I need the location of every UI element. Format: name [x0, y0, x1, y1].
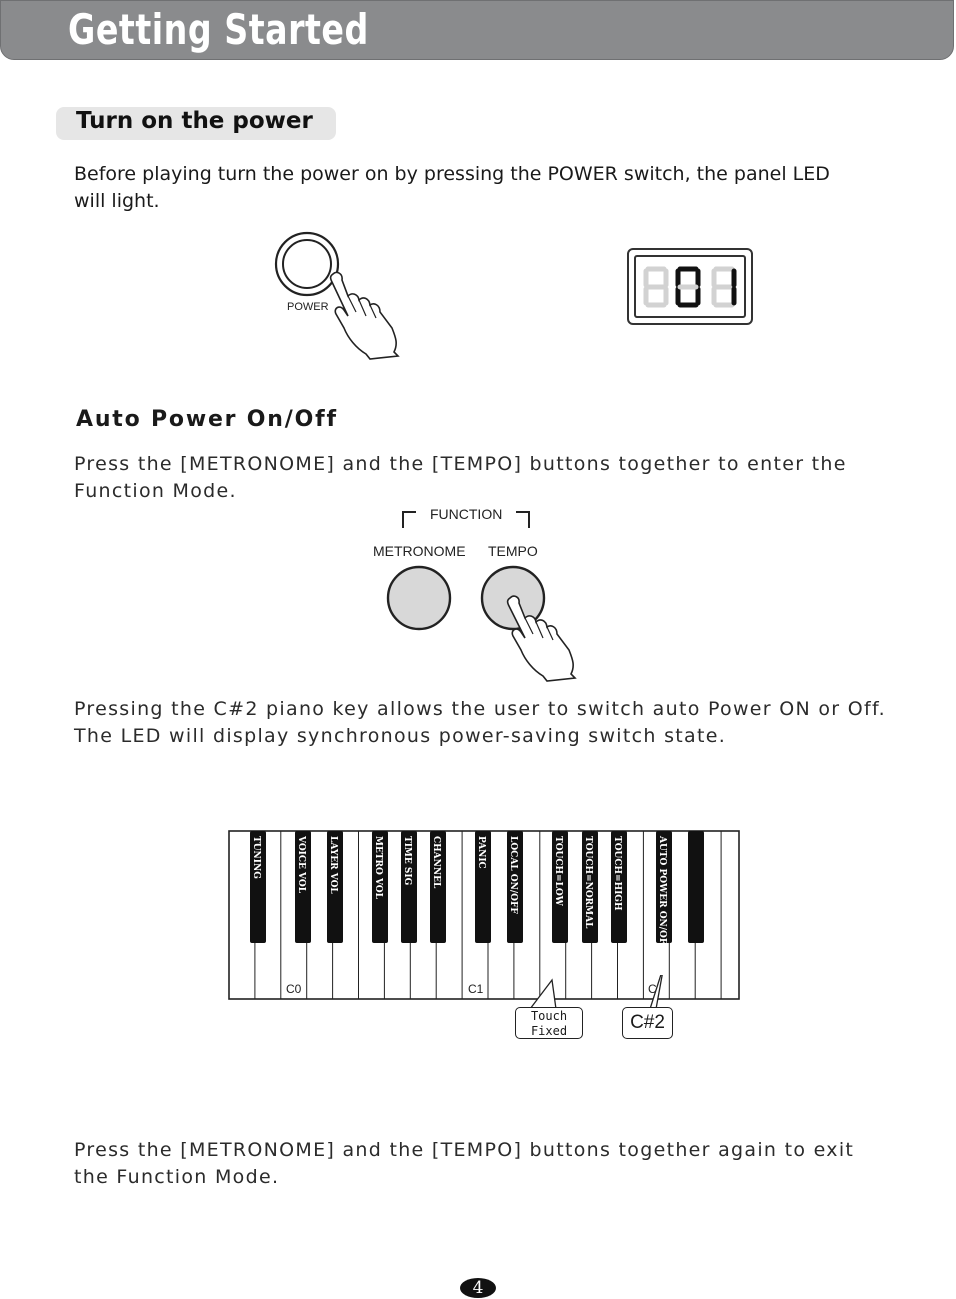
pointing-hand-icon [331, 272, 398, 359]
octave-label-c2: C [648, 982, 657, 996]
page-number: 4 [460, 1278, 496, 1298]
auto-power-instructions-line2: The LED will display synchronous power-saving switch state. [74, 725, 727, 747]
led-digits [640, 265, 746, 311]
black-key-label: CHANNEL [431, 836, 441, 889]
callout-touch-line2: Fixed [530, 1024, 568, 1038]
page-title: Getting Started [68, 6, 369, 55]
black-key [401, 831, 417, 943]
black-key-label: TOUCH=HIGH [612, 836, 622, 911]
function-buttons-illustration [380, 560, 590, 685]
section-title-power: Turn on the power [76, 108, 313, 134]
callout-touch-fixed [515, 1007, 583, 1039]
octave-label-c1: C1 [468, 982, 484, 996]
black-key [582, 831, 598, 943]
black-key [475, 831, 491, 943]
exit-instructions-line1: Press the [METRONOME] and the [TEMPO] buttons together again to exit [74, 1139, 855, 1161]
metronome-button [388, 567, 450, 629]
power-instructions-line1: Before playing turn the power on by pressing the POWER switch, the panel LED [74, 163, 830, 185]
black-key-label: VOICE VOL [296, 836, 306, 894]
black-key [688, 831, 704, 943]
callout-c-sharp-2: C#2 [622, 1007, 673, 1039]
exit-instructions-line2: the Function Mode. [74, 1166, 280, 1188]
function-mode-instructions-line2: Function Mode. [74, 480, 237, 502]
black-key-label: PANIC [476, 836, 486, 869]
black-key [507, 831, 523, 943]
function-label: FUNCTION [430, 506, 503, 522]
black-key [372, 831, 388, 943]
metronome-label: METRONOME [373, 543, 466, 559]
black-key-label: TOUCH=NORMAL [583, 836, 593, 929]
black-key-body [688, 831, 704, 943]
black-key [250, 831, 266, 943]
section-title-auto-power: Auto Power On/Off [76, 407, 338, 432]
callout-touch-line1: Touch [530, 1009, 568, 1023]
black-key [295, 831, 311, 943]
black-key-label: TUNING [251, 836, 261, 879]
black-key [327, 831, 343, 943]
black-key [552, 831, 568, 943]
black-key [656, 831, 672, 951]
black-key-label: LAYER VOL [328, 836, 338, 894]
black-key [430, 831, 446, 943]
black-key-label: TIME SIG [402, 836, 412, 886]
octave-label-c0: C0 [286, 982, 302, 996]
power-instructions-line2: will light. [74, 190, 160, 212]
function-mode-instructions-line1: Press the [METRONOME] and the [TEMPO] buttons together to enter the [74, 453, 847, 475]
black-key-label: LOCAL ON/OFF [508, 836, 518, 914]
black-key [611, 831, 627, 943]
power-label: POWER [287, 301, 329, 313]
black-key-label: TOUCH=LOW [553, 836, 563, 906]
black-key-label: METRO VOL [373, 836, 383, 899]
black-key-label: AUTO POWER ON/OFF [657, 836, 667, 951]
tempo-label: TEMPO [488, 543, 538, 559]
power-button-illustration [270, 228, 410, 363]
auto-power-instructions-line1: Pressing the C#2 piano key allows the user to switch auto Power ON or Off. [74, 698, 886, 720]
